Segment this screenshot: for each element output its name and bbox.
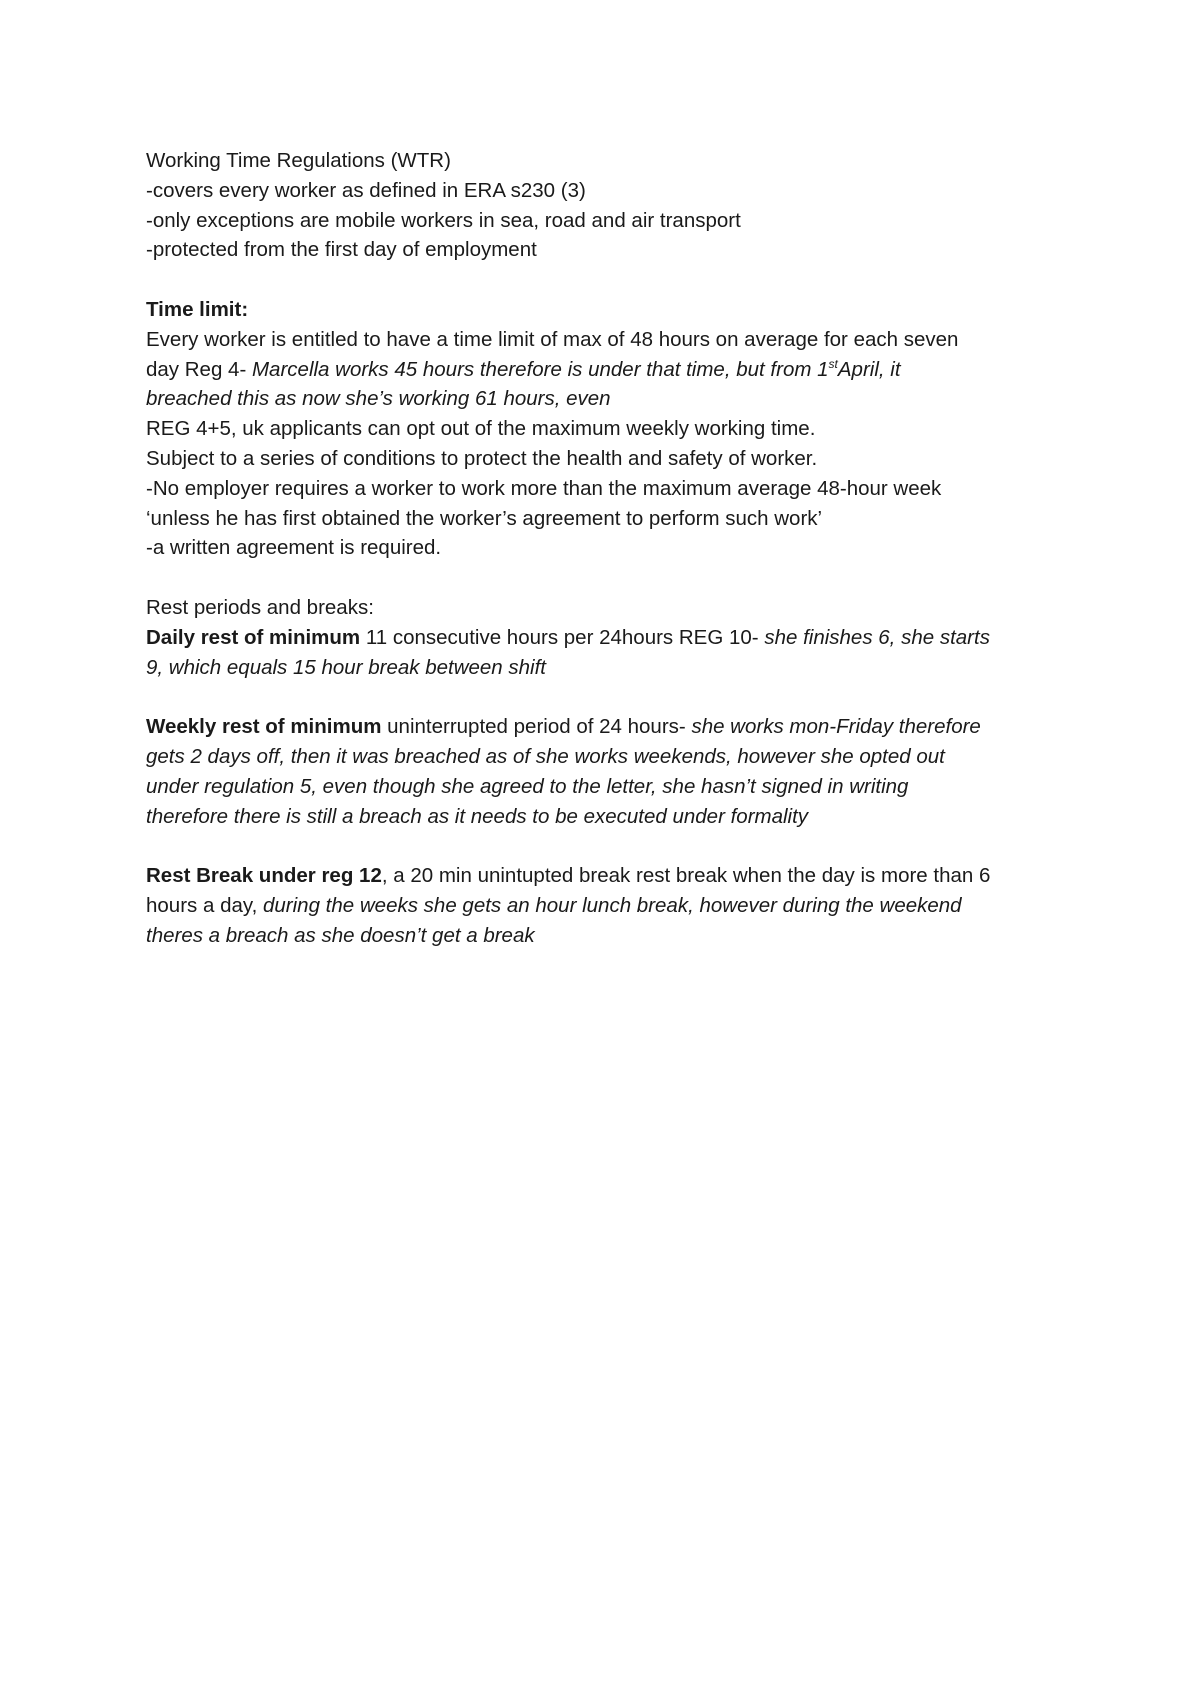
time-limit-line-5: Subject to a series of conditions to protect the health and safety of worker. [146, 446, 818, 470]
rest-break-label: Rest Break under reg 12 [146, 864, 382, 888]
rest-break-plain: , a 20 min unintupted break rest break when the day is more than 6 [381, 864, 991, 888]
rest-break-line-1 [146, 861, 1076, 891]
weekly-rest-line-1 [146, 712, 1076, 742]
weekly-rest-line-3: under regulation 5, even though she agreed to the letter, she hasn’t signed in writing [146, 774, 909, 798]
rest-heading: Rest periods and breaks: [146, 595, 374, 619]
daily-rest-plain: 11 consecutive hours per 24hours REG 10- [360, 625, 765, 649]
spacer [146, 563, 1076, 593]
ordinal-suffix: st [828, 356, 838, 371]
time-limit-line-1: Every worker is entitled to have a time limit of max of 48 hours on average for each seven [146, 327, 959, 351]
intro-bullet-3: -protected from the first day of employment [146, 238, 537, 262]
time-limit-line-3: breached this as now she’s working 61 hours, even [146, 387, 611, 411]
time-limit-line-4: REG 4+5, uk applicants can opt out of the maximum weekly working time. [146, 417, 816, 441]
intro-bullet-2: -only exceptions are mobile workers in sea, road and air transport [146, 208, 741, 232]
daily-rest-label: Daily rest of minimum [146, 625, 361, 649]
weekly-rest-italic: she works mon-Friday therefore [691, 715, 981, 739]
rest-break-line-2-plain: hours a day, [146, 893, 263, 917]
spacer [146, 831, 1076, 861]
document-title: Working Time Regulations (WTR) [146, 149, 451, 172]
daily-rest-line-1 [146, 623, 1076, 653]
time-limit-line-8: -a written agreement is required. [146, 536, 442, 560]
weekly-rest-line-2: gets 2 days off, then it was breached as of she works weekends, however she opted out [146, 744, 945, 768]
time-limit-line-2 [146, 355, 1076, 385]
time-limit-line-2-italic: Marcella works 45 hours therefore is under that time, but from 1 [251, 357, 829, 381]
time-limit-line-7: ‘unless he has first obtained the worker’s agreement to perform such work’ [146, 506, 823, 530]
weekly-rest-plain: uninterrupted period of 24 hours- [381, 715, 692, 739]
time-limit-heading: Time limit: [146, 297, 249, 321]
rest-break-line-3: theres a breach as she doesn’t get a break [146, 923, 535, 947]
weekly-rest-label: Weekly rest of minimum [146, 715, 382, 739]
daily-rest-italic: she finishes 6, she starts [764, 625, 990, 649]
spacer [146, 265, 1076, 295]
rest-break-line-2 [146, 891, 1076, 921]
spacer [146, 682, 1076, 712]
time-limit-line-2-italic-end: April, it [837, 357, 901, 381]
intro-bullet-1: -covers every worker as defined in ERA s230 (3) [146, 178, 586, 202]
time-limit-line-6: -No employer requires a worker to work more than the maximum average 48-hour week [146, 476, 942, 500]
time-limit-line-2-plain: day Reg 4- [146, 357, 252, 381]
document-body [146, 146, 1076, 951]
weekly-rest-line-4: therefore there is still a breach as it needs to be executed under formality [146, 804, 809, 828]
rest-break-line-2-italic: during the weeks she gets an hour lunch break, however during the weekend [263, 893, 962, 917]
daily-rest-line-2: 9, which equals 15 hour break between shift [146, 655, 547, 679]
